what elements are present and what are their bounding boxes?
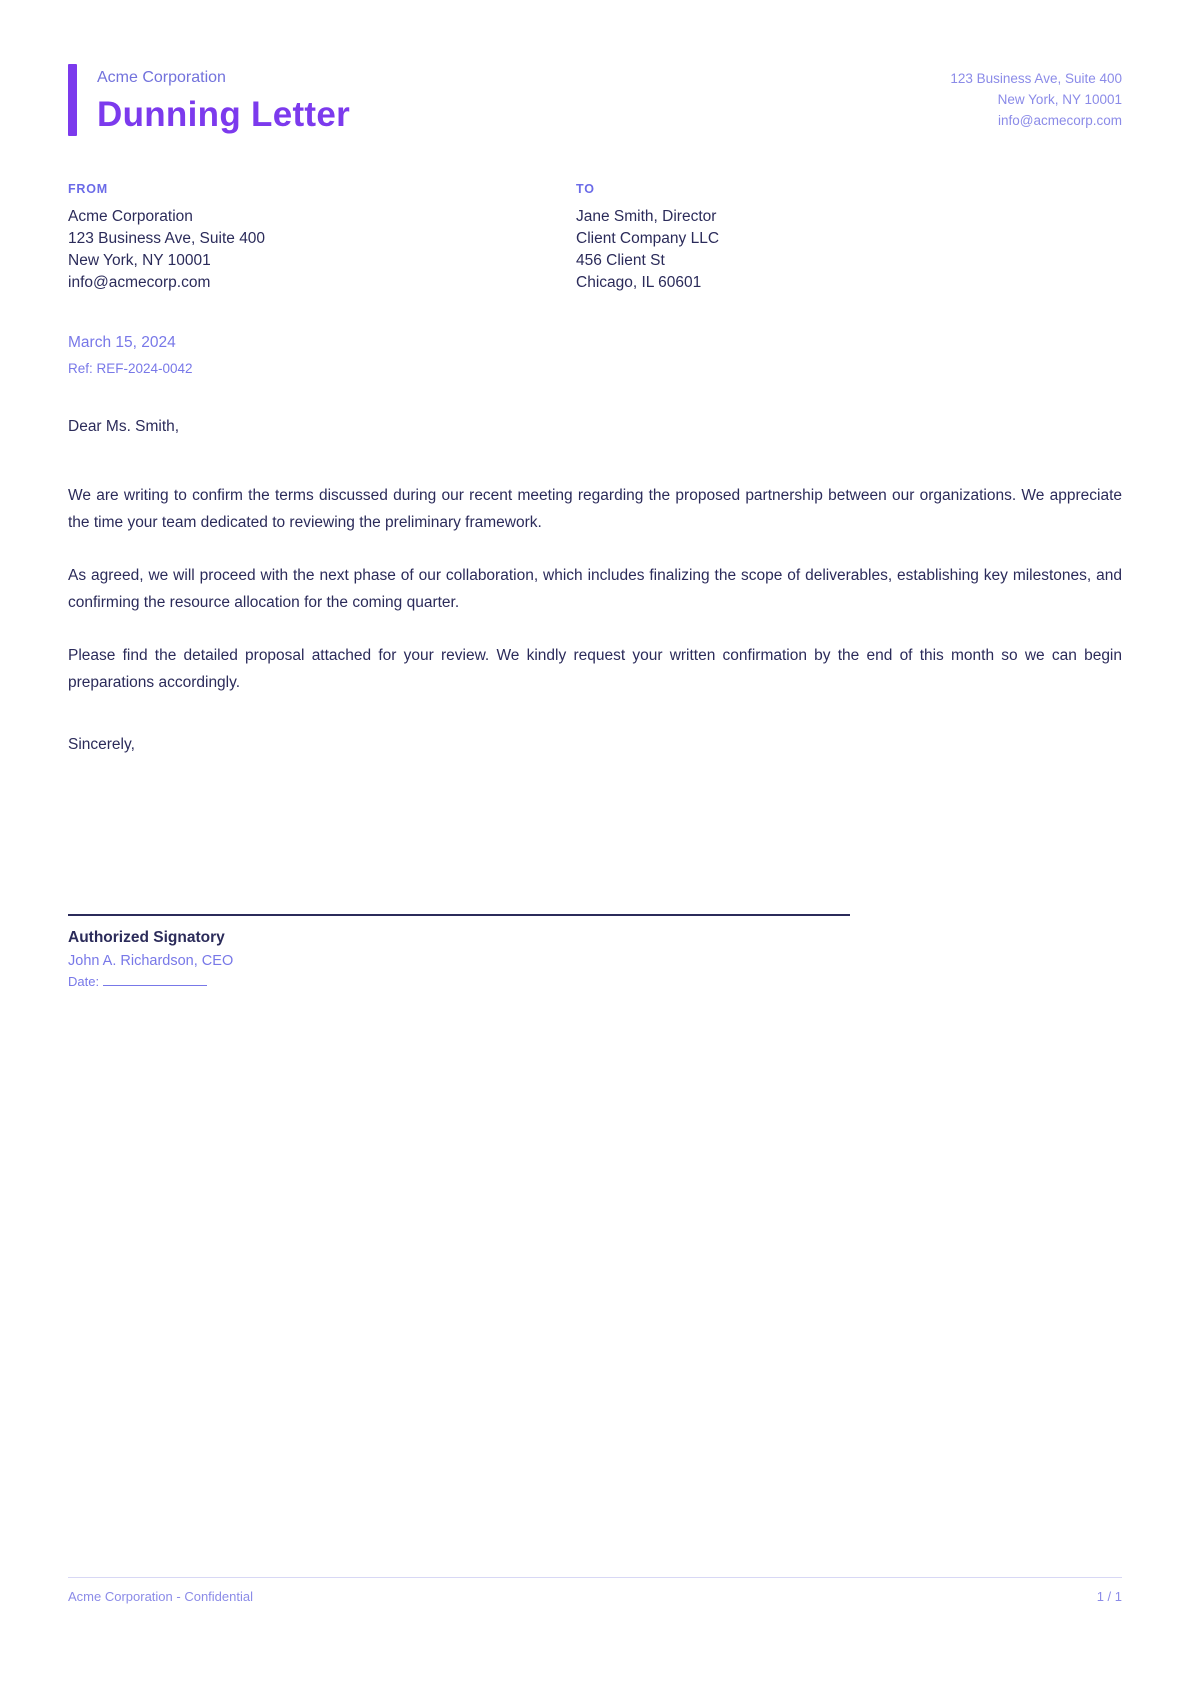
- from-block: [68, 182, 576, 294]
- to-line: 456 Client St: [576, 252, 665, 270]
- body-paragraph: We are writing to confirm the terms discussed during our recent meeting regarding the proposed partnership between our organizations. We appreciate the time your team dedicated to reviewing the preliminary framework.: [68, 487, 1122, 532]
- signature-date-row: [68, 974, 1122, 989]
- signature-block: [68, 914, 1122, 989]
- date-fill-line: [103, 976, 207, 986]
- footer-page-number: 1 / 1: [1096, 1589, 1122, 1604]
- letter-header: [68, 64, 1122, 136]
- footer-confidential: Acme Corporation - Confidential: [68, 1589, 253, 1604]
- company-address-block: [950, 64, 1122, 132]
- from-label: FROM: [68, 182, 108, 197]
- to-line: Chicago, IL 60601: [576, 274, 702, 292]
- to-line: Client Company LLC: [576, 230, 720, 248]
- company-address-line: New York, NY 10001: [997, 91, 1122, 107]
- parties-section: [68, 182, 1122, 294]
- date-label: Date:: [68, 974, 100, 990]
- from-line: 123 Business Ave, Suite 400: [68, 230, 266, 248]
- to-label: TO: [576, 182, 595, 197]
- closing: Sincerely,: [68, 736, 135, 754]
- meta-section: [68, 334, 1122, 376]
- from-line: Acme Corporation: [68, 208, 193, 226]
- signature-line: [68, 914, 850, 916]
- signatory-name: John A. Richardson, CEO: [68, 953, 234, 970]
- page-footer: [68, 1577, 1122, 1604]
- from-line: New York, NY 10001: [68, 252, 211, 270]
- letter-date: March 15, 2024: [68, 334, 176, 352]
- from-line: info@acmecorp.com: [68, 274, 211, 292]
- to-line: Jane Smith, Director: [576, 208, 717, 226]
- salutation: Dear Ms. Smith,: [68, 418, 180, 436]
- header-titles: [97, 64, 350, 136]
- letter-reference: Ref: REF-2024-0042: [68, 361, 193, 377]
- page-title: Dunning Letter: [97, 95, 351, 135]
- signatory-title: Authorized Signatory: [68, 929, 225, 947]
- company-address-line: info@acmecorp.com: [998, 112, 1122, 128]
- company-address-line: 123 Business Ave, Suite 400: [950, 71, 1122, 86]
- to-block: [576, 182, 1084, 294]
- company-name: Acme Corporation: [97, 69, 226, 86]
- header-title-group: [68, 64, 350, 136]
- body-paragraph: As agreed, we will proceed with the next phase of our collaboration, which includes finalizing the scope of deliverables, establishing key milestones, and confirming the resource allocation for the coming quarter.: [68, 567, 1122, 612]
- body-paragraph: Please find the detailed proposal attached for your review. We kindly request your written confirmation by the end of this month so we can begin preparations accordingly.: [68, 647, 1122, 692]
- accent-bar: [68, 64, 77, 136]
